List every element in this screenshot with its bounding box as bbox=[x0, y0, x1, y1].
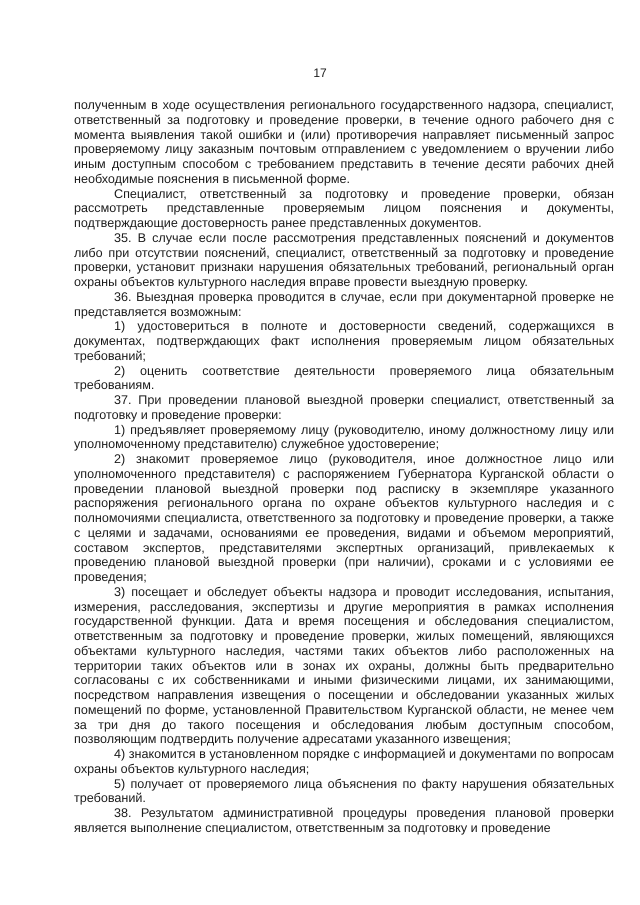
paragraph: Специалист, ответственный за подготовку и проведение проверки, обязан рассмотреть представленные проверяемым лицом пояснения и документы, подтверждающие достоверность ранее представленных документов. bbox=[74, 186, 614, 230]
paragraph: 3) посещает и обследует объекты надзора и проводит исследования, испытания, измерения, расследования, экспертизы и другие мероприятия в рамках исполнения государственной функции. Дата и время посещения и обследования специалистом, ответственным за подготовку и проведение проверки, жилых помещений, являющихся объектами культурного наследия, частями таких объектов либо расположенных на территории таких объектов или в зонах их охраны, должны быть предварительно согласованы с их собственниками и иными физическими лицами, их занимающими, посредством направления извещения о посещении и обследовании указанных жилых помещений по форме, установленной Правительством Курганской области, не менее чем за три дня до такого посещения и обследования любым доступным способом, позволяющим подтвердить получение адресатами указанного извещения; bbox=[74, 584, 614, 747]
paragraph: полученным в ходе осуществления регионального государственного надзора, специалист, ответственный за подготовку и проведение проверки, в течение одного рабочего дня с момента выявления такой ошибки и (или) противоречия направляет письменный запрос проверяемому лицу заказным почтовым отправлением с уведомлением о вручении либо иным доступным способом с требованием представить в течение десяти рабочих дней необходимые пояснения в письменной форме. bbox=[74, 98, 614, 186]
document-body bbox=[74, 98, 614, 836]
paragraph: 5) получает от проверяемого лица объяснения по факту нарушения обязательных требований. bbox=[74, 776, 614, 806]
paragraph: 2) оценить соответствие деятельности проверяемого лица обязательным требованиям. bbox=[74, 363, 614, 393]
paragraph: 37. При проведении плановой выездной проверки специалист, ответственный за подготовку и проведение проверки: bbox=[74, 393, 614, 422]
paragraph: 4) знакомится в установленном порядке с информацией и документами по вопросам охраны объектов культурного наследия; bbox=[74, 747, 614, 776]
paragraph: 1) предъявляет проверяемому лицу (руководителю, иному должностному лицу или уполномоченному представителю) служебное удостоверение; bbox=[74, 422, 614, 452]
paragraph: 36. Выездная проверка проводится в случае, если при документарной проверке не представляется возможным: bbox=[74, 289, 614, 319]
page-number: 17 bbox=[313, 66, 327, 80]
paragraph: 38. Результатом административной процедуры проведения плановой проверки является выполнение специалистом, ответственным за подготовку и проведение bbox=[74, 806, 614, 835]
paragraph: 2) знакомит проверяемое лицо (руководителя, иное должностное лицо или уполномоченного представителя) с распоряжением Губернатора Курганской области о проведении плановой выездной проверки под расписку в экземпляре указанного распоряжения регионального органа по охране объектов культурного наследия и с полномочиями специалиста, ответственного за подготовку и проведение проверки, а также с целями и задачами, основаниями ее проведения, видами и объемом мероприятий, составом экспертов, представителями экспертных организаций, привлекаемых к проведению плановой выездной проверки (при наличии), сроками и с условиями ее проведения; bbox=[74, 452, 614, 584]
paragraph: 35. В случае если после рассмотрения представленных пояснений и документов либо при отсутствии пояснений, специалист, ответственный за подготовку и проведение проверки, установит признаки нарушения обязательных требований, региональный орган охраны объектов культурного наследия вправе провести выездную проверку. bbox=[74, 230, 614, 289]
paragraph: 1) удостовериться в полноте и достоверности сведений, содержащихся в документах, подтверждающих факт исполнения проверяемым лицом обязательных требований; bbox=[74, 319, 614, 363]
